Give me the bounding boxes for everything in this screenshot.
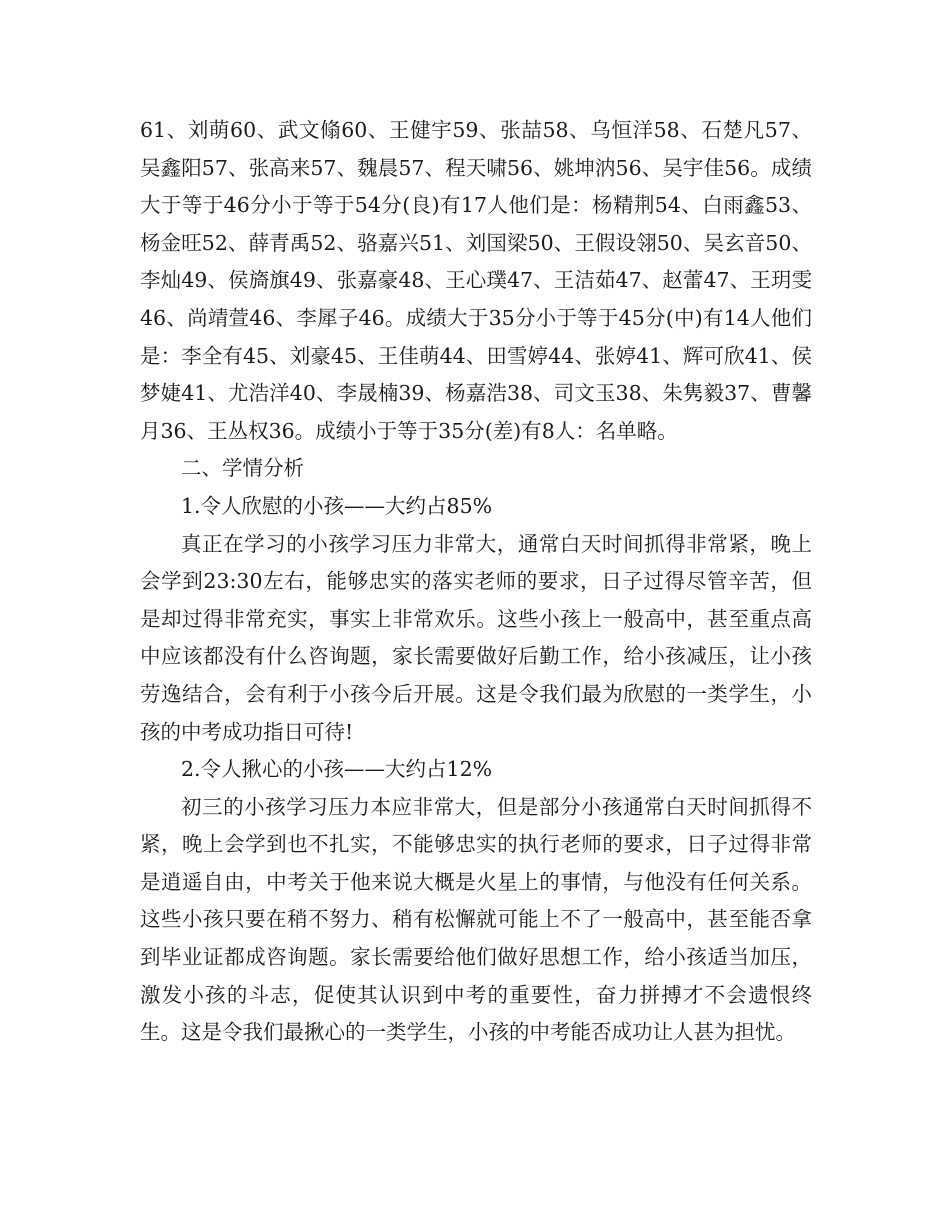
subsection-2-heading: 2.令人揪心的小孩——大约占12% xyxy=(181,757,493,782)
subsection-1-heading: 1.令人欣慰的小孩——大约占85% xyxy=(181,493,493,518)
section-heading: 二、学情分析 xyxy=(181,456,304,481)
document-page xyxy=(140,112,812,1052)
subsection-1-body: 真正在学习的小孩学习压力非常大，通常白天时间抓得非常紧，晚上会学到23:30左右，能够忠实的落实老师的要求，日子过得尽管辛苦，但是却过得非常充实，事实上非常欢乐。这些小孩上一般高中，甚至重点高中应该都没有什么咨询题，家长需要做好后勤工作，给小孩减压，让小孩劳逸结合，会有利于小孩今后开展。这是令我们最为欣慰的一类学生，小孩的中考成功指日可待! xyxy=(140,531,812,744)
roster-paragraph: 61、刘萌60、武文翛60、王健宇59、张喆58、乌恒洋58、石楚凡57、吴鑫阳57、张高来57、魏晨57、程天啸56、姚坤汭56、吴宇佳56。成绩大于等于46分小于等于54分(良)有17人他们是：杨精荆54、白雨鑫53、杨金旺52、薛青禹52、骆嘉兴51、刘国梁50、王假设翎50、吴玄音50、李灿49、侯旖旗49、张嘉豪48、王心璞47、王洁茹47、赵蕾47、王玥雯46、尚靖萱46、李犀子46。成绩大于35分小于等于45分(中)有14人他们是：李全有45、刘豪45、王佳萌44、田雪婷44、张婷41、辉可欣41、侯梦婕41、尤浩洋40、李晟楠39、杨嘉浩38、司文玉38、朱隽毅37、曹馨月36、王丛权36。成绩小于等于35分(差)有8人：名单略。 xyxy=(140,118,812,443)
subsection-2-body: 初三的小孩学习压力本应非常大，但是部分小孩通常白天时间抓得不紧，晚上会学到也不扎实，不能够忠实的执行老师的要求，日子过得非常是逍遥自由，中考关于他来说大概是火星上的事情，与他没有任何关系。这些小孩只要在稍不努力、稍有松懈就可能上不了一般高中，甚至能否拿到毕业证都成咨询题。家长需要给他们做好思想工作，给小孩适当加压，激发小孩的斗志，促使其认识到中考的重要性，奋力拼搏才不会遗恨终生。这是令我们最揪心的一类学生，小孩的中考能否成功让人甚为担忧。 xyxy=(140,794,812,1045)
